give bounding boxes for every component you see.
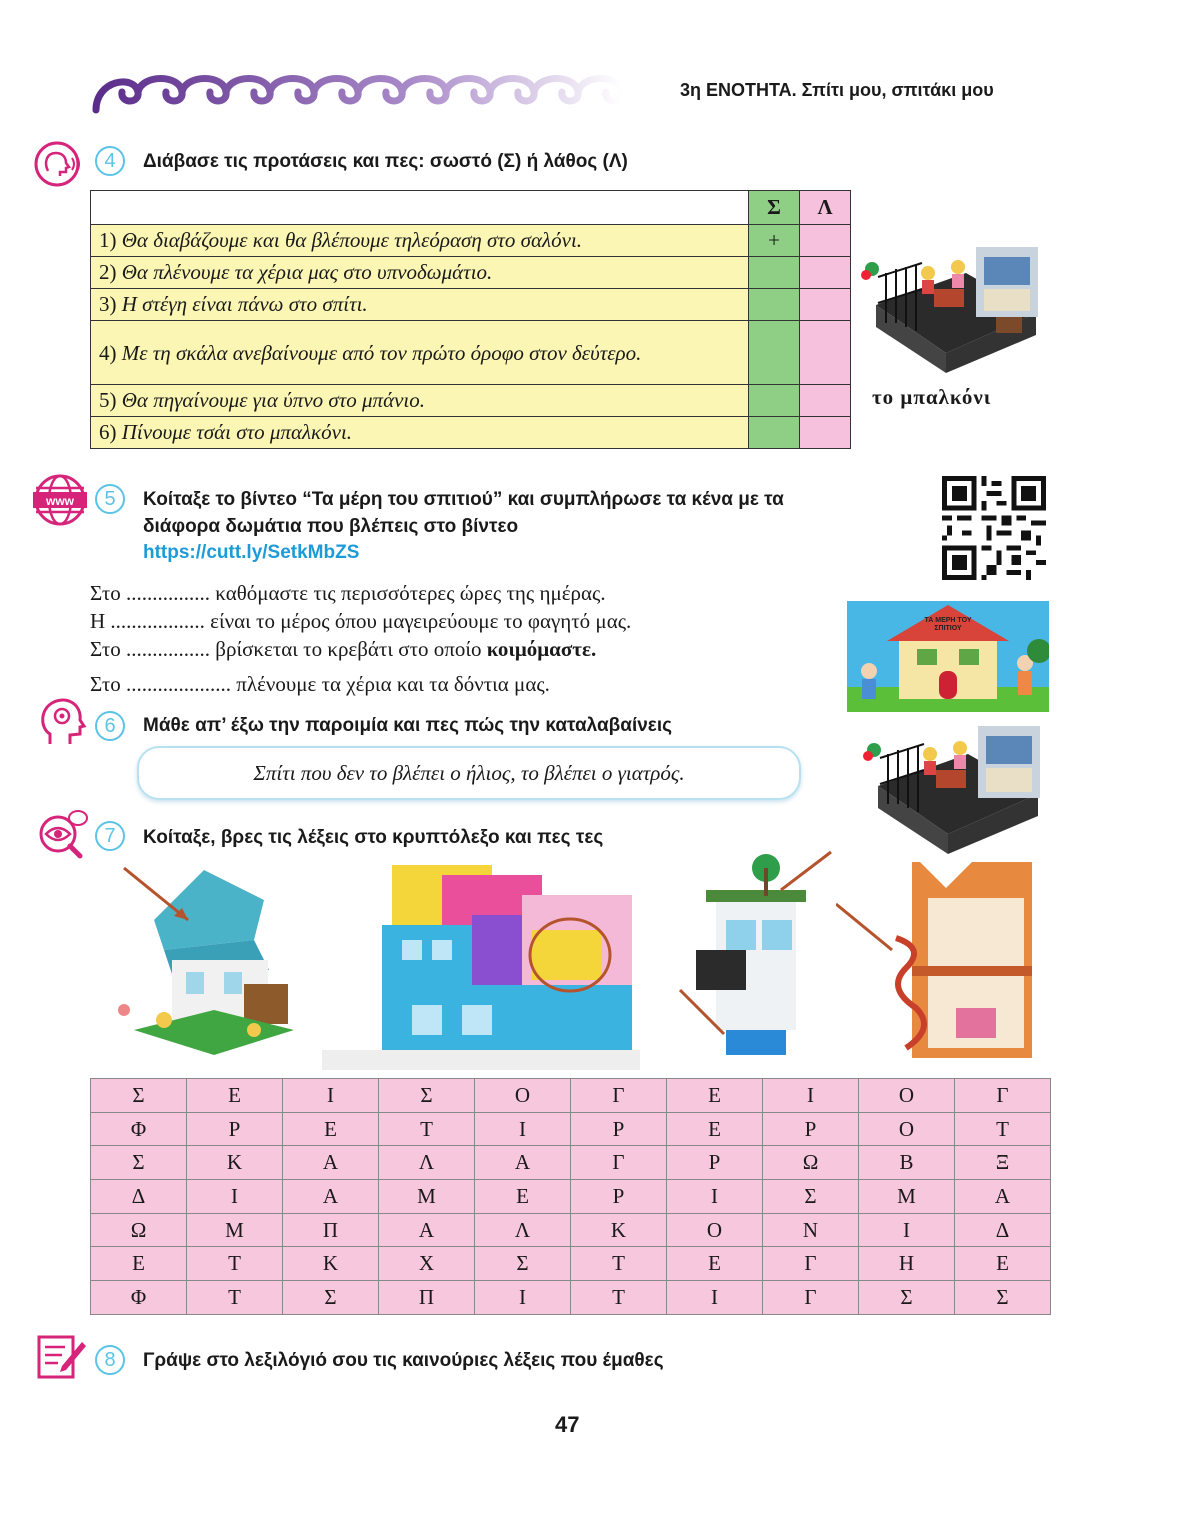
grid-cell[interactable]: Κ bbox=[571, 1213, 667, 1247]
www-globe-icon bbox=[32, 474, 88, 526]
grid-cell[interactable]: Α bbox=[379, 1213, 475, 1247]
grid-cell[interactable]: Α bbox=[475, 1146, 571, 1180]
sentence-text: Με τη σκάλα ανεβαίνουμε από τον πρώτο όροφο στον δεύτερο. bbox=[121, 340, 642, 365]
grid-cell[interactable]: Ρ bbox=[571, 1112, 667, 1146]
grid-cell[interactable]: Ε bbox=[91, 1247, 187, 1281]
grid-cell[interactable]: Χ bbox=[379, 1247, 475, 1281]
grid-cell[interactable]: Ε bbox=[187, 1079, 283, 1113]
exercise-8-title: Γράψε στο λεξιλόγιό σου τις καινούριες λέξεις που έμαθες bbox=[143, 1350, 664, 1371]
grid-cell[interactable]: Γ bbox=[571, 1146, 667, 1180]
fill-in-line-3: Στο ................ βρίσκεται το κρεβάτι στο οποίο κοιμόμαστε. bbox=[90, 637, 597, 661]
qr-code[interactable] bbox=[942, 476, 1046, 580]
blank-field[interactable]: Η .................. bbox=[90, 609, 211, 633]
dollhouse-stairs-image bbox=[836, 858, 1048, 1065]
grid-cell[interactable]: Ε bbox=[283, 1112, 379, 1146]
grid-cell[interactable]: Τ bbox=[571, 1281, 667, 1315]
grid-cell[interactable]: Σ bbox=[475, 1247, 571, 1281]
sentence-text: Η στέγη είναι πάνω στο σπίτι. bbox=[121, 292, 368, 316]
house-roof-image bbox=[94, 860, 320, 1068]
table-row: 3) Η στέγη είναι πάνω στο σπίτι. bbox=[91, 289, 851, 321]
grid-cell[interactable]: Γ bbox=[955, 1079, 1051, 1113]
sentence-text: Θα πηγαίνουμε για ύπνο στο μπάνιο. bbox=[121, 388, 426, 412]
grid-cell[interactable]: Σ bbox=[859, 1281, 955, 1315]
blank-field[interactable]: Στο .................... bbox=[90, 672, 237, 696]
grid-cell[interactable]: Γ bbox=[763, 1281, 859, 1315]
video-link[interactable]: https://cutt.ly/SetkMbZS bbox=[143, 542, 360, 563]
rooftop-garden-image bbox=[676, 850, 836, 1065]
grid-cell[interactable]: Π bbox=[283, 1213, 379, 1247]
grid-cell[interactable]: Σ bbox=[283, 1281, 379, 1315]
balcony-caption: το μπαλκόνι bbox=[872, 385, 992, 409]
table-row: 6) Πίνουμε τσάι στο μπαλκόνι. bbox=[91, 417, 851, 449]
grid-cell[interactable]: Γ bbox=[763, 1247, 859, 1281]
video-thumbnail[interactable] bbox=[847, 601, 1049, 712]
table-row: 2) Θα πλένουμε τα χέρια μας στο υπνοδωμάτιο. bbox=[91, 257, 851, 289]
grid-cell[interactable]: Ρ bbox=[571, 1180, 667, 1214]
grid-cell[interactable]: Ι bbox=[187, 1180, 283, 1214]
exercise-number-8: 8 bbox=[95, 1345, 125, 1375]
true-cell[interactable] bbox=[749, 321, 800, 385]
thinking-head-icon bbox=[36, 696, 88, 748]
column-header-false: Λ bbox=[800, 191, 851, 225]
grid-cell[interactable]: Κ bbox=[187, 1146, 283, 1180]
grid-cell[interactable]: Λ bbox=[379, 1146, 475, 1180]
grid-cell[interactable]: Α bbox=[955, 1180, 1051, 1214]
proverb-box bbox=[137, 746, 801, 800]
word-search-grid bbox=[90, 1078, 1051, 1315]
grid-cell[interactable]: Ε bbox=[475, 1180, 571, 1214]
eye-magnifier-icon bbox=[34, 808, 90, 860]
sentence-text: Θα πλένουμε τα χέρια μας στο υπνοδωμάτιο. bbox=[121, 260, 493, 284]
balcony-image bbox=[856, 243, 1048, 377]
grid-cell[interactable]: Σ bbox=[379, 1079, 475, 1113]
grid-cell[interactable]: Ι bbox=[667, 1180, 763, 1214]
grid-cell[interactable]: Ι bbox=[475, 1112, 571, 1146]
table-row: 1) Θα διαβάζουμε και θα βλέπουμε τηλεόραση στο σαλόνι. + bbox=[91, 225, 851, 257]
unit-title: 3η ΕΝΟΤΗΤΑ. Σπίτι μου, σπιτάκι μου bbox=[680, 80, 994, 100]
grid-cell[interactable]: Β bbox=[859, 1146, 955, 1180]
exercise-number-6: 6 bbox=[95, 711, 125, 741]
false-cell[interactable] bbox=[800, 321, 851, 385]
grid-cell[interactable]: Κ bbox=[283, 1247, 379, 1281]
writing-pencil-icon bbox=[36, 1332, 88, 1382]
sentence-text: Θα διαβάζουμε και θα βλέπουμε τηλεόραση στο σαλόνι. bbox=[121, 228, 583, 252]
proverb-text: Σπίτι που δεν το βλέπει ο ήλιος, το βλέπει ο γιατρός. bbox=[253, 760, 685, 785]
grid-cell[interactable]: Α bbox=[283, 1180, 379, 1214]
grid-cell[interactable]: Η bbox=[859, 1247, 955, 1281]
grid-cell[interactable]: Ε bbox=[667, 1247, 763, 1281]
grid-cell[interactable]: Τ bbox=[187, 1281, 283, 1315]
grid-cell[interactable]: Α bbox=[283, 1146, 379, 1180]
true-cell[interactable] bbox=[749, 289, 800, 321]
grid-cell[interactable]: Ο bbox=[859, 1112, 955, 1146]
grid-row bbox=[91, 1146, 1051, 1180]
apartment-windows-image bbox=[322, 855, 640, 1070]
true-cell[interactable] bbox=[749, 385, 800, 417]
grid-cell[interactable]: Ε bbox=[667, 1079, 763, 1113]
grid-cell[interactable]: Μ bbox=[187, 1213, 283, 1247]
grid-cell[interactable]: Λ bbox=[475, 1213, 571, 1247]
grid-cell[interactable]: Μ bbox=[859, 1180, 955, 1214]
grid-cell[interactable]: Ο bbox=[859, 1079, 955, 1113]
false-cell[interactable] bbox=[800, 289, 851, 321]
column-header-true: Σ bbox=[749, 191, 800, 225]
table-row: 5) Θα πηγαίνουμε για ύπνο στο μπάνιο. bbox=[91, 385, 851, 417]
grid-row bbox=[91, 1079, 1051, 1113]
grid-cell[interactable]: Ρ bbox=[187, 1112, 283, 1146]
grid-cell[interactable]: Ε bbox=[667, 1112, 763, 1146]
grid-cell[interactable]: Ι bbox=[859, 1213, 955, 1247]
decorative-wave-banner bbox=[88, 70, 653, 118]
grid-cell[interactable]: Ν bbox=[763, 1213, 859, 1247]
grid-cell[interactable]: Ξ bbox=[955, 1146, 1051, 1180]
blank-field[interactable]: Στο ................ bbox=[90, 581, 216, 605]
grid-cell[interactable]: Μ bbox=[379, 1180, 475, 1214]
exercise-number-4: 4 bbox=[95, 146, 125, 176]
fill-in-line-4: Στο .................... πλένουμε τα χέρια και τα δόντια μας. bbox=[90, 672, 550, 696]
balcony-image bbox=[858, 722, 1050, 858]
false-cell[interactable] bbox=[800, 417, 851, 449]
grid-row bbox=[91, 1180, 1051, 1214]
table-row: 4) Με τη σκάλα ανεβαίνουμε από τον πρώτο όροφο στον δεύτερο. bbox=[91, 321, 851, 385]
video-thumbnail-title: ΤΑ ΜΕΡΗ ΤΟΥ ΣΠΙΤΙΟΥ bbox=[924, 617, 972, 632]
grid-cell[interactable]: Γ bbox=[571, 1079, 667, 1113]
grid-cell[interactable]: Φ bbox=[91, 1112, 187, 1146]
grid-cell[interactable]: Ι bbox=[763, 1079, 859, 1113]
grid-cell[interactable]: Σ bbox=[763, 1180, 859, 1214]
grid-row bbox=[91, 1281, 1051, 1315]
exercise-7-title: Κοίταξε, βρες τις λέξεις στο κρυπτόλεξο και πες τες bbox=[143, 827, 604, 848]
exercise-6-title: Μάθε απ’ έξω την παροιμία και πες πώς την καταλαβαίνεις bbox=[143, 715, 672, 736]
true-cell[interactable] bbox=[749, 417, 800, 449]
false-cell[interactable] bbox=[800, 385, 851, 417]
exercise-number-5: 5 bbox=[95, 484, 125, 514]
blank-field[interactable]: Στο ................ bbox=[90, 637, 216, 661]
grid-cell[interactable]: Τ bbox=[187, 1247, 283, 1281]
grid-cell[interactable]: Τ bbox=[955, 1112, 1051, 1146]
true-cell[interactable] bbox=[749, 257, 800, 289]
true-cell[interactable]: + bbox=[749, 225, 800, 257]
grid-cell[interactable]: Τ bbox=[571, 1247, 667, 1281]
grid-cell[interactable]: Ω bbox=[91, 1213, 187, 1247]
true-false-table bbox=[90, 190, 851, 449]
grid-row bbox=[91, 1112, 1051, 1146]
exercise-4-title: Διάβασε τις προτάσεις και πες: σωστό (Σ) ή λάθος (Λ) bbox=[143, 151, 628, 172]
grid-cell[interactable]: Φ bbox=[91, 1281, 187, 1315]
grid-cell[interactable]: Ι bbox=[283, 1079, 379, 1113]
grid-cell[interactable]: Δ bbox=[91, 1180, 187, 1214]
grid-cell[interactable]: Π bbox=[379, 1281, 475, 1315]
grid-cell[interactable]: Σ bbox=[91, 1079, 187, 1113]
speaking-icon bbox=[34, 141, 88, 187]
page-number: 47 bbox=[555, 1412, 580, 1437]
grid-cell[interactable]: Ε bbox=[955, 1247, 1051, 1281]
grid-cell[interactable]: Ρ bbox=[763, 1112, 859, 1146]
grid-cell[interactable]: Σ bbox=[955, 1281, 1051, 1315]
false-cell[interactable] bbox=[800, 257, 851, 289]
fill-in-line-2: Η .................. είναι το μέρος όπου μαγειρεύουμε το φαγητό μας. bbox=[90, 609, 632, 633]
grid-row bbox=[91, 1213, 1051, 1247]
grid-row bbox=[91, 1247, 1051, 1281]
svg-text:www: www bbox=[45, 494, 75, 508]
grid-cell[interactable]: Σ bbox=[91, 1146, 187, 1180]
exercise-number-7: 7 bbox=[95, 821, 125, 851]
grid-cell[interactable]: Ω bbox=[763, 1146, 859, 1180]
exercise-5-title-line2: διάφορα δωμάτια που βλέπεις στο βίντεο bbox=[143, 516, 519, 537]
grid-cell[interactable]: Ι bbox=[667, 1281, 763, 1315]
exercise-5-title-line1: Κοίταξε το βίντεο “Τα μέρη του σπιτιού” και συμπλήρωσε τα κένα με τα bbox=[143, 489, 784, 510]
grid-cell[interactable]: Ι bbox=[475, 1281, 571, 1315]
grid-cell[interactable]: Ρ bbox=[667, 1146, 763, 1180]
grid-cell[interactable]: Ο bbox=[667, 1213, 763, 1247]
sentence-text: Πίνουμε τσάι στο μπαλκόνι. bbox=[121, 420, 353, 444]
grid-cell[interactable]: Τ bbox=[379, 1112, 475, 1146]
false-cell[interactable] bbox=[800, 225, 851, 257]
grid-cell[interactable]: Ο bbox=[475, 1079, 571, 1113]
fill-in-line-1: Στο ................ καθόμαστε τις περισσότερες ώρες της ημέρας. bbox=[90, 581, 606, 605]
grid-cell[interactable]: Δ bbox=[955, 1213, 1051, 1247]
